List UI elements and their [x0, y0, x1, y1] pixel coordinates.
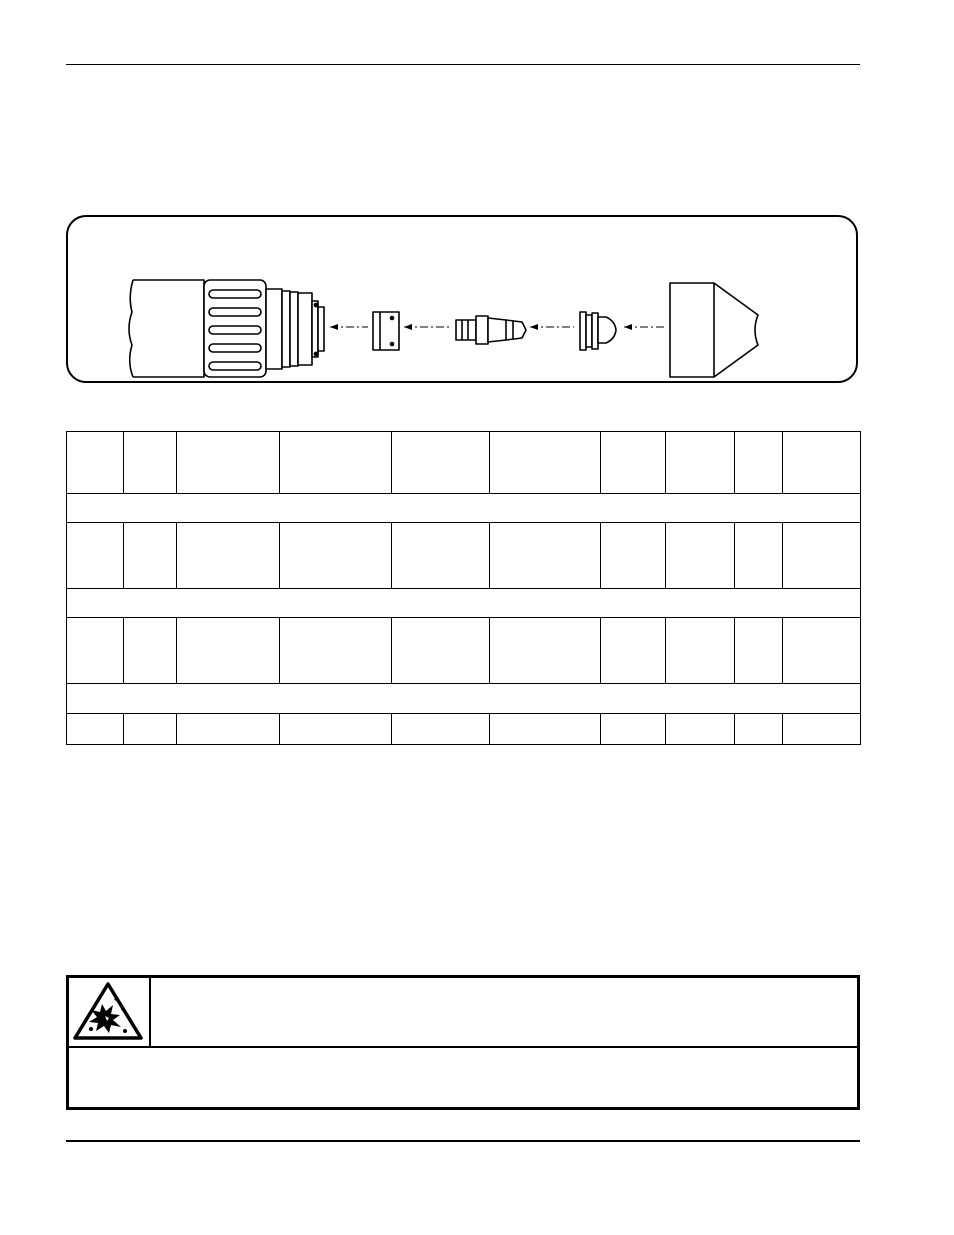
gas-distributor-drawing — [373, 312, 399, 350]
header-cell — [177, 432, 280, 494]
table-cell — [666, 713, 735, 744]
section-row — [67, 588, 861, 617]
nozzle-drawing — [580, 312, 616, 350]
warning-heading — [151, 978, 857, 1046]
table-cell — [490, 523, 601, 589]
table-cell — [601, 618, 666, 684]
table-cell — [280, 523, 392, 589]
table-cell — [392, 618, 490, 684]
table-cell — [392, 713, 490, 744]
table-cell — [124, 713, 177, 744]
table-cell — [490, 618, 601, 684]
table-cell — [490, 713, 601, 744]
table-cell — [177, 618, 280, 684]
table-header-row — [67, 432, 861, 494]
section-title — [67, 493, 861, 522]
header-cell — [392, 432, 490, 494]
section-title — [67, 684, 861, 713]
warning-box — [66, 975, 860, 1110]
warning-icon-cell — [69, 978, 151, 1046]
header-cell — [601, 432, 666, 494]
table-row — [67, 713, 861, 744]
table-cell — [735, 523, 783, 589]
arrow-head-4 — [624, 324, 632, 330]
table-cell — [67, 618, 124, 684]
torch-body-drawing — [129, 280, 324, 377]
table-cell — [124, 523, 177, 589]
table-cell — [177, 523, 280, 589]
table-cell — [177, 713, 280, 744]
explosion-hazard-icon — [69, 978, 147, 1042]
arrow-head-1 — [330, 324, 338, 330]
table-cell — [666, 618, 735, 684]
table-cell — [601, 713, 666, 744]
table-cell — [783, 618, 861, 684]
header-cell — [490, 432, 601, 494]
table-cell — [124, 618, 177, 684]
electrode-drawing — [456, 316, 526, 344]
section-title — [67, 588, 861, 617]
table-cell — [783, 523, 861, 589]
warning-body-text — [69, 1048, 857, 1107]
arrow-head-3 — [530, 324, 538, 330]
table-cell — [280, 618, 392, 684]
arrow-head-2 — [404, 324, 412, 330]
header-rule — [66, 64, 860, 65]
section-row — [67, 684, 861, 713]
table-cell — [735, 713, 783, 744]
section-row — [67, 493, 861, 522]
table-cell — [601, 523, 666, 589]
header-cell — [67, 432, 124, 494]
table-cell — [67, 523, 124, 589]
consumables-parts-table — [66, 431, 861, 745]
table-row — [67, 523, 861, 589]
header-cell — [735, 432, 783, 494]
shield-cup-drawing — [670, 283, 758, 377]
table-cell — [666, 523, 735, 589]
table-cell — [280, 713, 392, 744]
table-cell — [735, 618, 783, 684]
header-cell — [666, 432, 735, 494]
table-cell — [783, 713, 861, 744]
footer-rule — [66, 1140, 860, 1142]
header-cell — [280, 432, 392, 494]
header-cell — [124, 432, 177, 494]
torch-assembly-diagram — [66, 215, 858, 383]
table-row — [67, 618, 861, 684]
table-cell — [67, 713, 124, 744]
header-cell — [783, 432, 861, 494]
table-cell — [392, 523, 490, 589]
